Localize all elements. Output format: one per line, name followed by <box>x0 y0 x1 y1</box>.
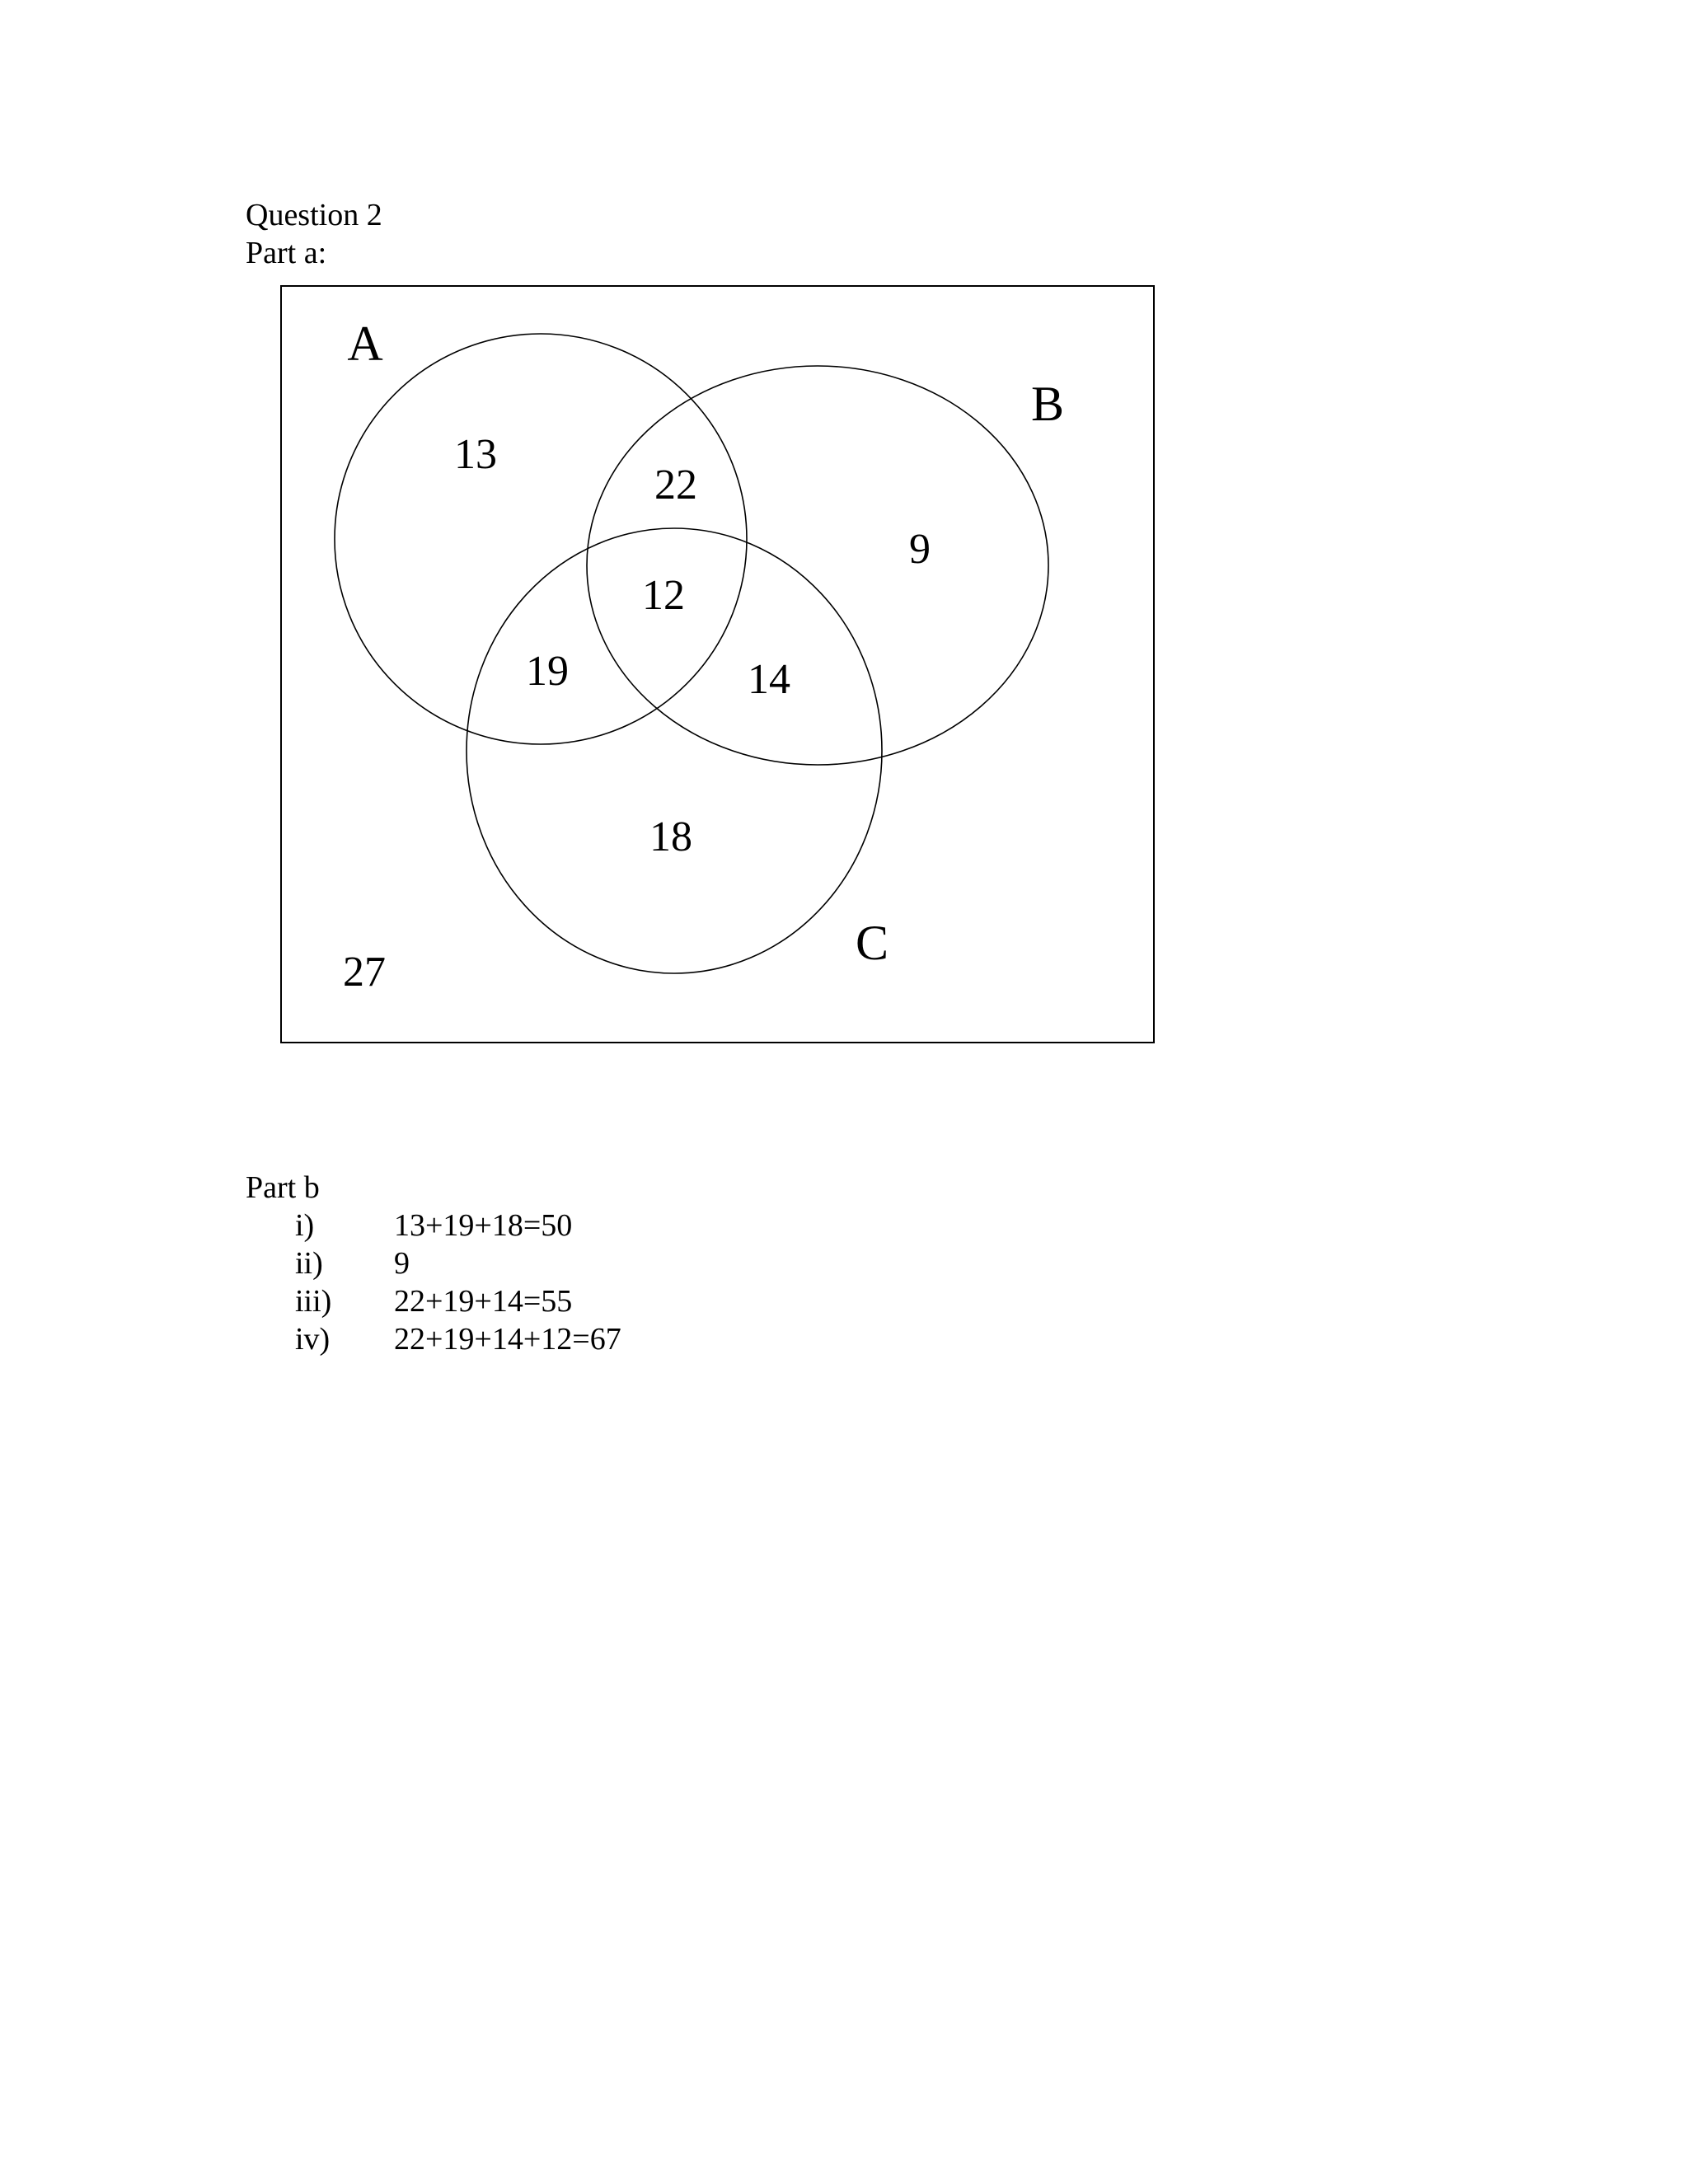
answer-number: iii) <box>295 1284 332 1319</box>
question-title: Question 2 <box>246 198 382 232</box>
region-c-only: 18 <box>649 813 692 860</box>
region-b-only: 9 <box>909 526 931 573</box>
answer-number: i) <box>295 1208 315 1243</box>
answer-number: iv) <box>295 1322 331 1357</box>
region-a-only: 13 <box>454 431 497 478</box>
answer-value: 22+19+14=55 <box>394 1284 573 1319</box>
set-b-label: B <box>1030 377 1065 431</box>
region-a-and-b-only: 22 <box>654 462 697 509</box>
part-a-label: Part a: <box>246 236 327 270</box>
region-a-b-c: 12 <box>642 572 685 619</box>
set-a-label: A <box>347 316 383 371</box>
region-outside: 27 <box>343 949 386 996</box>
answer-value: 13+19+18=50 <box>394 1208 573 1243</box>
region-a-and-c-only: 19 <box>526 648 569 695</box>
set-c-label: C <box>855 916 889 970</box>
answer-number: ii) <box>295 1246 323 1281</box>
part-b-label: Part b <box>246 1170 320 1205</box>
set-b-circle <box>587 366 1048 765</box>
answer-value: 22+19+14+12=67 <box>394 1322 621 1357</box>
universal-set-frame <box>281 286 1154 1043</box>
answer-value: 9 <box>394 1246 410 1281</box>
region-b-and-c-only: 14 <box>748 656 790 703</box>
